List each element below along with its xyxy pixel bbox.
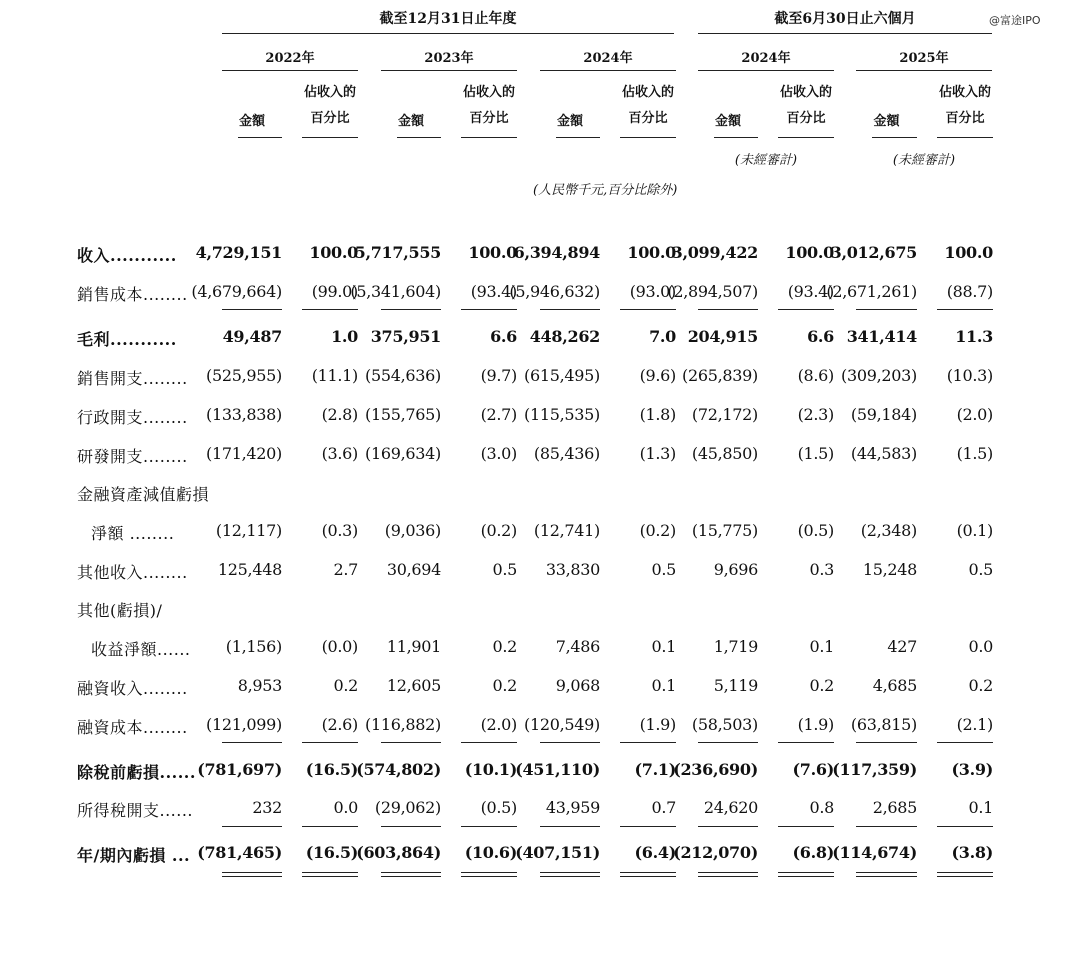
- subtotal-underline: [302, 826, 358, 827]
- percentage-header-rule: [620, 137, 676, 138]
- amount-cell: (554,636): [365, 366, 441, 385]
- percentage-column-header: [620, 80, 676, 132]
- percentage-cell: 0.2: [492, 676, 517, 695]
- amount-header-rule: [872, 137, 917, 138]
- subtotal-underline: [540, 742, 600, 743]
- percentage-cell: (2.1): [956, 715, 993, 734]
- amount-cell: 341,414: [846, 327, 917, 346]
- amount-cell: 1,719: [713, 637, 758, 656]
- total-double-underline: [778, 872, 834, 877]
- row-label: 所得稅開支......: [77, 801, 194, 820]
- percentage-cell: 0.2: [809, 676, 834, 695]
- amount-cell: (63,815): [850, 715, 917, 734]
- amount-cell: 24,620: [703, 798, 758, 817]
- subtotal-underline: [302, 742, 358, 743]
- percentage-cell: 6.6: [807, 327, 834, 346]
- percentage-cell: 100.0: [944, 243, 993, 262]
- row-label: 金融資產減值虧損: [77, 485, 210, 504]
- percentage-cell: (9.7): [480, 366, 517, 385]
- amount-cell: 8,953: [237, 676, 282, 695]
- amount-cell: (5,946,632): [509, 282, 600, 301]
- amount-column-header: 金額: [556, 114, 583, 129]
- amount-cell: 9,068: [555, 676, 600, 695]
- subtotal-underline: [461, 309, 517, 310]
- percentage-cell: (16.5): [305, 760, 358, 779]
- percentage-cell: (10.6): [464, 843, 517, 862]
- amount-cell: 9,696: [713, 560, 758, 579]
- amount-column-header: 金額: [714, 114, 741, 129]
- amount-cell: (133,838): [206, 405, 282, 424]
- amount-cell: (781,697): [197, 760, 282, 779]
- percentage-cell: (16.5): [305, 843, 358, 862]
- percentage-cell: (1.3): [639, 444, 676, 463]
- amount-header-rule: [397, 137, 441, 138]
- amount-cell: (58,503): [691, 715, 758, 734]
- subtotal-underline: [937, 826, 993, 827]
- percentage-cell: (1.5): [956, 444, 993, 463]
- percentage-cell: (0.3): [321, 521, 358, 540]
- percentage-column-header: [778, 80, 834, 132]
- percentage-cell: (93.4): [470, 282, 517, 301]
- percentage-cell: 0.2: [968, 676, 993, 695]
- table-row: [0, 405, 1080, 435]
- percentage-header-rule: [778, 137, 834, 138]
- percentage-header-line2: 百分比: [469, 111, 509, 126]
- percentage-cell: 0.1: [968, 798, 993, 817]
- amount-cell: (265,839): [682, 366, 758, 385]
- subtotal-underline: [540, 309, 600, 310]
- amount-cell: 2,685: [872, 798, 917, 817]
- table-row: [0, 637, 1080, 667]
- year-rule: [381, 70, 517, 71]
- percentage-cell: 0.1: [651, 637, 676, 656]
- percentage-cell: (2.7): [480, 405, 517, 424]
- year-header: 2022年: [265, 51, 315, 66]
- amount-cell: 3,012,675: [830, 243, 917, 262]
- amount-cell: 33,830: [545, 560, 600, 579]
- row-label: 研發開支........: [77, 447, 188, 466]
- row-label: 收入...........: [77, 246, 177, 265]
- percentage-cell: (8.6): [797, 366, 834, 385]
- amount-cell: (407,151): [515, 843, 600, 862]
- percentage-cell: (3.0): [480, 444, 517, 463]
- percentage-cell: (2.0): [480, 715, 517, 734]
- row-label: 淨額 ........: [91, 524, 175, 543]
- table-row: [0, 444, 1080, 474]
- year-rule: [540, 70, 676, 71]
- amount-cell: 427: [887, 637, 917, 656]
- amount-cell: 15,248: [862, 560, 917, 579]
- watermark: @富途IPO: [989, 14, 1041, 27]
- table-row: [0, 598, 1080, 628]
- amount-cell: (114,674): [832, 843, 917, 862]
- percentage-header-line1: 佔收入的: [462, 85, 515, 100]
- amount-header-rule: [238, 137, 282, 138]
- row-label: 銷售開支........: [77, 369, 188, 388]
- period-header-fy: 截至12月31日止年度: [379, 11, 517, 27]
- year-header: 2024年: [583, 51, 633, 66]
- amount-cell: 5,717,555: [354, 243, 441, 262]
- total-double-underline: [620, 872, 676, 877]
- amount-cell: (155,765): [365, 405, 441, 424]
- amount-cell: (115,535): [524, 405, 600, 424]
- total-double-underline: [302, 872, 358, 877]
- year-rule: [222, 70, 358, 71]
- subtotal-underline: [461, 742, 517, 743]
- percentage-header-line2: 百分比: [786, 111, 826, 126]
- subtotal-underline: [222, 309, 282, 310]
- total-double-underline: [698, 872, 758, 877]
- amount-cell: 30,694: [386, 560, 441, 579]
- row-label: 其他收入........: [77, 563, 188, 582]
- amount-cell: (117,359): [832, 760, 917, 779]
- percentage-cell: (2.0): [956, 405, 993, 424]
- amount-cell: (212,070): [673, 843, 758, 862]
- percentage-header-line1: 佔收入的: [938, 85, 991, 100]
- subtotal-underline: [937, 742, 993, 743]
- percentage-cell: 7.0: [649, 327, 676, 346]
- amount-cell: (615,495): [524, 366, 600, 385]
- percentage-cell: (99.0): [311, 282, 358, 301]
- amount-cell: (171,420): [206, 444, 282, 463]
- total-double-underline: [856, 872, 917, 877]
- subtotal-underline: [381, 742, 441, 743]
- percentage-cell: (9.6): [639, 366, 676, 385]
- amount-column-header: 金額: [873, 114, 900, 129]
- percentage-cell: 0.0: [968, 637, 993, 656]
- amount-cell: (574,802): [356, 760, 441, 779]
- amount-cell: (525,955): [206, 366, 282, 385]
- percentage-cell: (2.3): [797, 405, 834, 424]
- table-row: [0, 560, 1080, 590]
- percentage-cell: 100.0: [627, 243, 676, 262]
- amount-cell: (451,110): [515, 760, 600, 779]
- period-header-6m: 截至6月30日止六個月: [774, 11, 916, 27]
- amount-cell: (2,671,261): [826, 282, 917, 301]
- percentage-cell: (1.9): [797, 715, 834, 734]
- percentage-cell: (1.5): [797, 444, 834, 463]
- percentage-header-line2: 百分比: [945, 111, 985, 126]
- percentage-cell: 2.7: [333, 560, 358, 579]
- amount-cell: (9,036): [384, 521, 441, 540]
- amount-column-header: 金額: [238, 114, 265, 129]
- amount-cell: (12,741): [533, 521, 600, 540]
- subtotal-underline: [461, 826, 517, 827]
- percentage-cell: 0.2: [492, 637, 517, 656]
- row-label: 年/期內虧損 ...: [77, 846, 191, 865]
- percentage-cell: (10.1): [464, 760, 517, 779]
- amount-cell: (169,634): [365, 444, 441, 463]
- subtotal-underline: [856, 309, 917, 310]
- amount-column-header: 金額: [397, 114, 424, 129]
- amount-cell: (59,184): [850, 405, 917, 424]
- amount-cell: (1,156): [225, 637, 282, 656]
- subtotal-underline: [381, 826, 441, 827]
- percentage-cell: 0.1: [809, 637, 834, 656]
- amount-cell: (2,894,507): [667, 282, 758, 301]
- amount-cell: 232: [252, 798, 282, 817]
- subtotal-underline: [856, 742, 917, 743]
- amount-cell: (44,583): [850, 444, 917, 463]
- year-header: 2023年: [424, 51, 474, 66]
- percentage-cell: 1.0: [331, 327, 358, 346]
- amount-cell: (121,099): [206, 715, 282, 734]
- subtotal-underline: [698, 826, 758, 827]
- percentage-cell: (10.3): [946, 366, 993, 385]
- year-header: 2025年: [899, 51, 949, 66]
- percentage-cell: (11.1): [311, 366, 358, 385]
- subtotal-underline: [778, 742, 834, 743]
- unit-note: (人民幣千元,百分比除外): [533, 183, 678, 198]
- percentage-cell: 0.5: [492, 560, 517, 579]
- percentage-cell: (88.7): [946, 282, 993, 301]
- row-label: 除稅前虧損......: [77, 763, 196, 782]
- amount-cell: 7,486: [555, 637, 600, 656]
- total-double-underline: [937, 872, 993, 877]
- table-row: [0, 760, 1080, 790]
- amount-cell: (85,436): [533, 444, 600, 463]
- percentage-cell: 0.5: [968, 560, 993, 579]
- percentage-cell: (0.5): [797, 521, 834, 540]
- amount-cell: 4,729,151: [195, 243, 282, 262]
- percentage-cell: (93.0): [629, 282, 676, 301]
- percentage-cell: 100.0: [309, 243, 358, 262]
- row-label: 毛利...........: [77, 330, 177, 349]
- amount-cell: 49,487: [222, 327, 282, 346]
- percentage-header-line1: 佔收入的: [621, 85, 674, 100]
- amount-cell: (120,549): [524, 715, 600, 734]
- percentage-cell: (6.4): [634, 843, 676, 862]
- amount-cell: (5,341,604): [350, 282, 441, 301]
- percentage-cell: (0.1): [956, 521, 993, 540]
- percentage-cell: 0.1: [651, 676, 676, 695]
- percentage-column-header: [302, 80, 358, 132]
- percentage-cell: (2.8): [321, 405, 358, 424]
- percentage-cell: 6.6: [490, 327, 517, 346]
- row-label: 收益淨額......: [91, 640, 191, 659]
- total-double-underline: [222, 872, 282, 877]
- year-rule: [856, 70, 992, 71]
- amount-cell: (12,117): [215, 521, 282, 540]
- table-row: [0, 676, 1080, 706]
- amount-cell: 448,262: [529, 327, 600, 346]
- unaudited-note-2025: (未經審計): [892, 153, 956, 168]
- subtotal-underline: [620, 826, 676, 827]
- table-row: [0, 366, 1080, 396]
- subtotal-underline: [698, 309, 758, 310]
- percentage-cell: (0.0): [321, 637, 358, 656]
- table-row: [0, 521, 1080, 551]
- percentage-cell: (0.2): [639, 521, 676, 540]
- amount-cell: 204,915: [687, 327, 758, 346]
- subtotal-underline: [222, 742, 282, 743]
- table-row: [0, 843, 1080, 873]
- amount-cell: (309,203): [841, 366, 917, 385]
- percentage-cell: (6.8): [792, 843, 834, 862]
- amount-cell: 12,605: [386, 676, 441, 695]
- percentage-cell: (7.6): [792, 760, 834, 779]
- subtotal-underline: [620, 309, 676, 310]
- amount-header-rule: [714, 137, 758, 138]
- percentage-cell: 11.3: [955, 327, 993, 346]
- percentage-cell: 0.8: [809, 798, 834, 817]
- table-row: [0, 243, 1080, 273]
- subtotal-underline: [381, 309, 441, 310]
- percentage-header-line1: 佔收入的: [303, 85, 356, 100]
- subtotal-underline: [856, 826, 917, 827]
- amount-cell: (4,679,664): [191, 282, 282, 301]
- percentage-cell: (3.8): [951, 843, 993, 862]
- amount-cell: (116,882): [365, 715, 441, 734]
- amount-cell: 43,959: [545, 798, 600, 817]
- unaudited-note-2024: (未經審計): [734, 153, 798, 168]
- row-label: 融資收入........: [77, 679, 188, 698]
- percentage-header-line2: 百分比: [628, 111, 668, 126]
- percentage-cell: 0.0: [333, 798, 358, 817]
- percentage-cell: 0.7: [651, 798, 676, 817]
- percentage-cell: 0.5: [651, 560, 676, 579]
- total-double-underline: [461, 872, 517, 877]
- period-rule-fy: [222, 33, 674, 34]
- table-row: [0, 482, 1080, 512]
- percentage-header-rule: [937, 137, 993, 138]
- percentage-column-header: [937, 80, 993, 132]
- table-row: [0, 798, 1080, 828]
- amount-cell: 4,685: [872, 676, 917, 695]
- percentage-cell: (2.6): [321, 715, 358, 734]
- percentage-header-line1: 佔收入的: [779, 85, 832, 100]
- period-rule-6m: [698, 33, 992, 34]
- percentage-column-header: [461, 80, 517, 132]
- total-double-underline: [381, 872, 441, 877]
- percentage-cell: (0.2): [480, 521, 517, 540]
- row-label: 融資成本........: [77, 718, 188, 737]
- amount-cell: 375,951: [370, 327, 441, 346]
- percentage-cell: (7.1): [634, 760, 676, 779]
- amount-cell: (236,690): [673, 760, 758, 779]
- percentage-cell: 100.0: [785, 243, 834, 262]
- amount-cell: (781,465): [197, 843, 282, 862]
- table-row: [0, 282, 1080, 312]
- percentage-cell: 100.0: [468, 243, 517, 262]
- amount-cell: 3,099,422: [671, 243, 758, 262]
- subtotal-underline: [302, 309, 358, 310]
- amount-cell: 6,394,894: [513, 243, 600, 262]
- percentage-cell: (1.9): [639, 715, 676, 734]
- row-label: 銷售成本........: [77, 285, 188, 304]
- total-double-underline: [540, 872, 600, 877]
- amount-cell: (45,850): [691, 444, 758, 463]
- amount-header-rule: [556, 137, 600, 138]
- percentage-header-line2: 百分比: [310, 111, 350, 126]
- subtotal-underline: [778, 826, 834, 827]
- subtotal-underline: [778, 309, 834, 310]
- row-label: 行政開支........: [77, 408, 188, 427]
- percentage-cell: 0.2: [333, 676, 358, 695]
- amount-cell: (2,348): [860, 521, 917, 540]
- subtotal-underline: [937, 309, 993, 310]
- amount-cell: (72,172): [691, 405, 758, 424]
- year-rule: [698, 70, 834, 71]
- percentage-cell: (1.8): [639, 405, 676, 424]
- percentage-cell: (93.4): [787, 282, 834, 301]
- amount-cell: 11,901: [386, 637, 441, 656]
- table-row: [0, 327, 1080, 357]
- amount-cell: 5,119: [713, 676, 758, 695]
- percentage-cell: (3.6): [321, 444, 358, 463]
- amount-cell: 125,448: [217, 560, 282, 579]
- percentage-cell: (0.5): [480, 798, 517, 817]
- amount-cell: (603,864): [356, 843, 441, 862]
- subtotal-underline: [222, 826, 282, 827]
- amount-cell: (15,775): [691, 521, 758, 540]
- table-row: [0, 715, 1080, 745]
- percentage-header-rule: [461, 137, 517, 138]
- percentage-header-rule: [302, 137, 358, 138]
- subtotal-underline: [540, 826, 600, 827]
- percentage-cell: (3.9): [951, 760, 993, 779]
- row-label: 其他(虧損)/: [77, 601, 163, 620]
- subtotal-underline: [698, 742, 758, 743]
- amount-cell: (29,062): [374, 798, 441, 817]
- year-header: 2024年: [741, 51, 791, 66]
- subtotal-underline: [620, 742, 676, 743]
- percentage-cell: 0.3: [809, 560, 834, 579]
